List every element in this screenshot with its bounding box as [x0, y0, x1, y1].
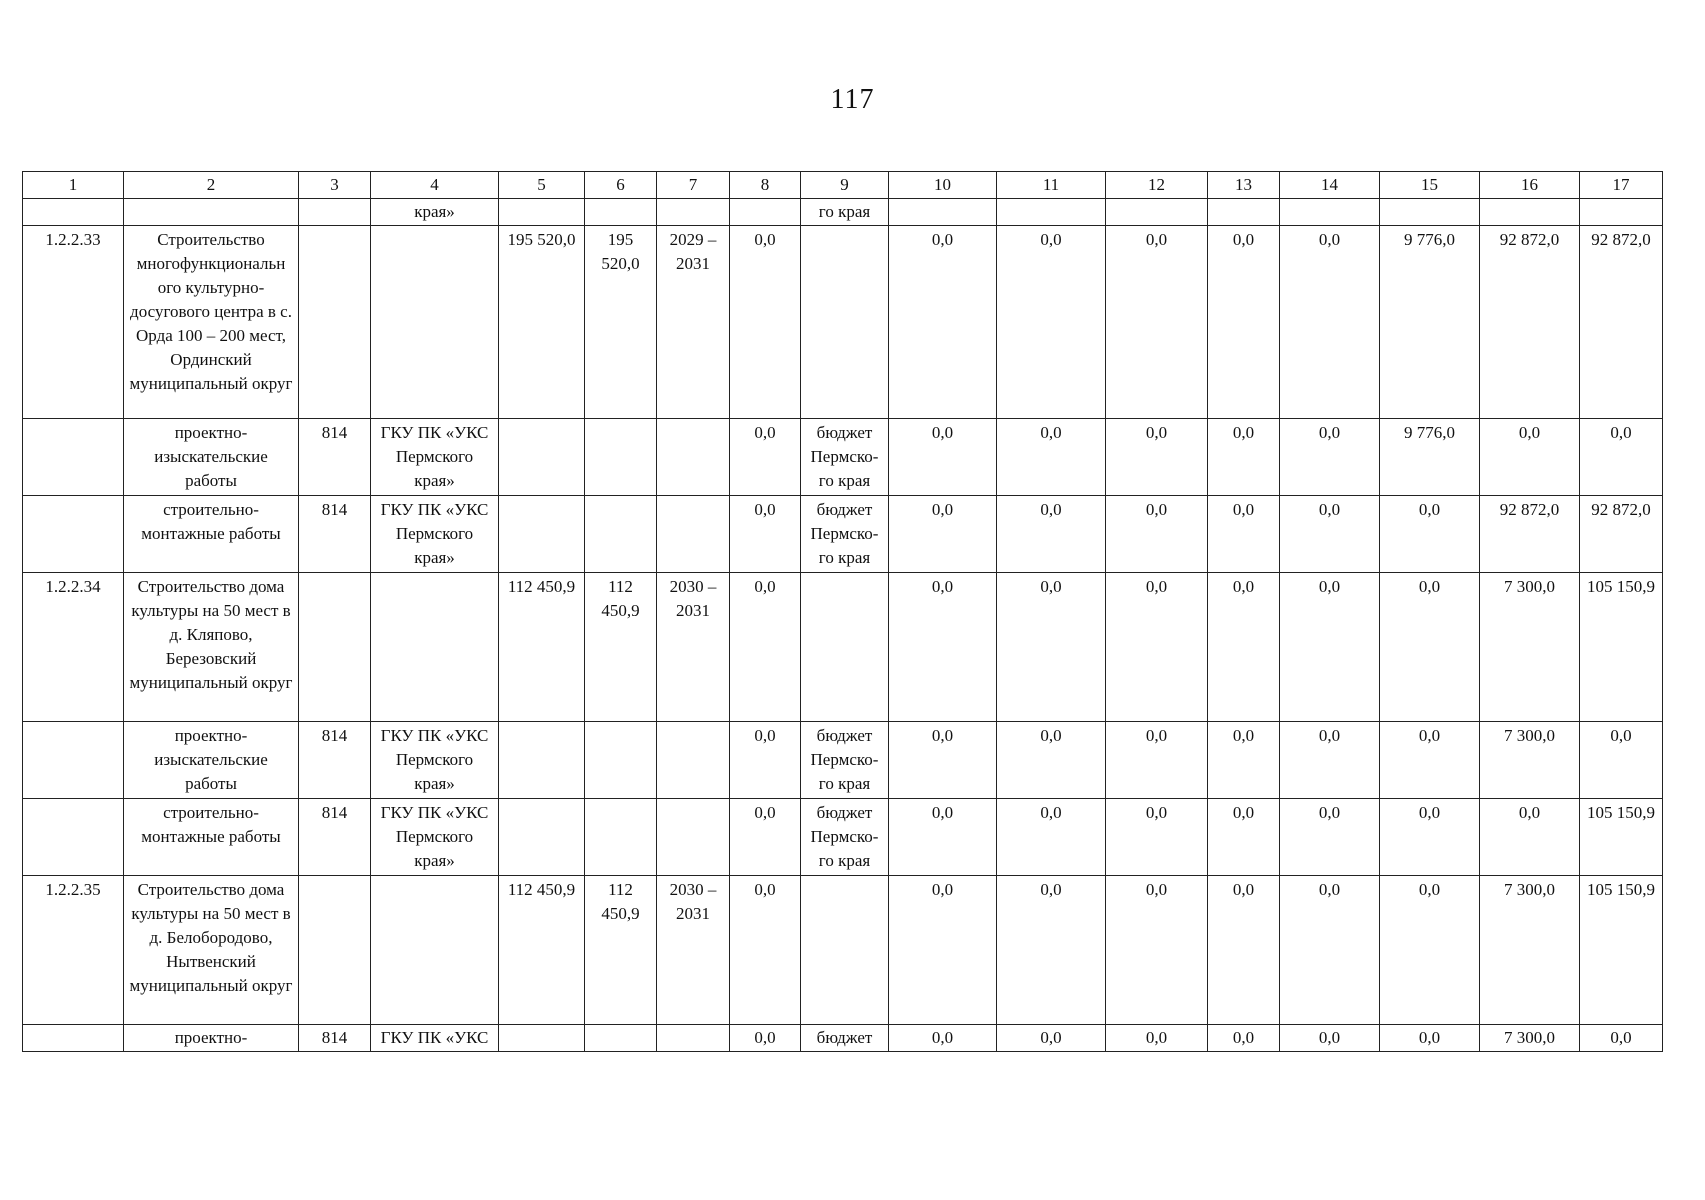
table-row [23, 1025, 1663, 1052]
table-cell-col-1: 1 [23, 172, 124, 199]
table-cell-col-9: го края [801, 199, 889, 226]
table-cell-col-10: 0,0 [889, 419, 997, 496]
table-cell-col-3: 3 [299, 172, 371, 199]
table-cell-col-13: 0,0 [1208, 496, 1280, 573]
table-cell-col-11: 0,0 [997, 573, 1106, 722]
table-cell-col-16 [1480, 199, 1580, 226]
table-cell-col-17: 92 872,0 [1580, 226, 1663, 419]
table-cell-col-17: 92 872,0 [1580, 496, 1663, 573]
table-cell-col-5 [499, 722, 585, 799]
table-cell-col-3 [299, 199, 371, 226]
table-cell-col-14 [1280, 199, 1380, 226]
table-cell-col-1: 1.2.2.35 [23, 876, 124, 1025]
table-cell-col-13: 0,0 [1208, 573, 1280, 722]
table-cell-col-12: 0,0 [1106, 419, 1208, 496]
table-cell-col-8: 0,0 [730, 876, 801, 1025]
table-cell-col-17: 105 150,9 [1580, 573, 1663, 722]
table-cell-col-6 [585, 419, 657, 496]
table-cell-col-14: 0,0 [1280, 722, 1380, 799]
table-cell-col-12: 0,0 [1106, 226, 1208, 419]
table-cell-col-17: 0,0 [1580, 419, 1663, 496]
table-row [23, 876, 1663, 1025]
table-cell-col-7 [657, 1025, 730, 1052]
table-cell-col-3: 814 [299, 722, 371, 799]
table-cell-col-5 [499, 419, 585, 496]
table-cell-col-6 [585, 496, 657, 573]
table-cell-col-8: 0,0 [730, 419, 801, 496]
table-cell-col-1 [23, 419, 124, 496]
table-cell-col-1: 1.2.2.33 [23, 226, 124, 419]
table-cell-col-8: 0,0 [730, 799, 801, 876]
table-cell-col-14: 0,0 [1280, 419, 1380, 496]
table-cell-col-16: 0,0 [1480, 799, 1580, 876]
table-cell-col-15 [1380, 199, 1480, 226]
table-cell-col-17: 17 [1580, 172, 1663, 199]
table-cell-col-4: ГКУ ПК «УКС Пермского края» [371, 419, 499, 496]
table-cell-col-15: 0,0 [1380, 722, 1480, 799]
table-cell-col-15: 0,0 [1380, 799, 1480, 876]
table-cell-col-3: 814 [299, 496, 371, 573]
table-cell-col-3: 814 [299, 419, 371, 496]
table-cell-col-4 [371, 573, 499, 722]
table-cell-col-8 [730, 199, 801, 226]
table-cell-col-2 [124, 199, 299, 226]
table-cell-col-4: ГКУ ПК «УКС Пермского края» [371, 799, 499, 876]
table-cell-col-14: 0,0 [1280, 799, 1380, 876]
table-cell-col-12: 0,0 [1106, 1025, 1208, 1052]
table-cell-col-16: 7 300,0 [1480, 876, 1580, 1025]
table-cell-col-15: 9 776,0 [1380, 419, 1480, 496]
table-cell-col-10: 0,0 [889, 226, 997, 419]
table-cell-col-7: 2029 – 2031 [657, 226, 730, 419]
table-cell-col-15: 0,0 [1380, 876, 1480, 1025]
table-row [23, 226, 1663, 419]
table-cell-col-9: бюджет Пермско-го края [801, 496, 889, 573]
table-cell-col-5 [499, 1025, 585, 1052]
table-cell-col-13: 0,0 [1208, 876, 1280, 1025]
table-cell-col-2: проектно-изыскательские работы [124, 419, 299, 496]
table-cell-col-12: 12 [1106, 172, 1208, 199]
table-cell-col-2: строительно-монтажные работы [124, 496, 299, 573]
table-cell-col-6: 112 450,9 [585, 876, 657, 1025]
table-cell-col-7 [657, 496, 730, 573]
table-cell-col-11: 0,0 [997, 876, 1106, 1025]
table-cell-col-4: 4 [371, 172, 499, 199]
table-cell-col-11: 11 [997, 172, 1106, 199]
table-row [23, 419, 1663, 496]
table-cell-col-10: 0,0 [889, 1025, 997, 1052]
table-cell-col-5 [499, 199, 585, 226]
table-cell-col-17 [1580, 199, 1663, 226]
table-cell-col-4 [371, 876, 499, 1025]
table-cell-col-1 [23, 722, 124, 799]
table-row [23, 722, 1663, 799]
table-cell-col-8: 0,0 [730, 496, 801, 573]
table-cell-col-11 [997, 199, 1106, 226]
table-cell-col-9: бюджет Пермско-го края [801, 799, 889, 876]
table-cell-col-13: 0,0 [1208, 419, 1280, 496]
table-cell-col-15: 0,0 [1380, 496, 1480, 573]
table-cell-col-16: 92 872,0 [1480, 226, 1580, 419]
table-cell-col-7 [657, 419, 730, 496]
table-cell-col-8: 0,0 [730, 226, 801, 419]
table-cell-col-7 [657, 199, 730, 226]
table-cell-col-13 [1208, 199, 1280, 226]
table-cell-col-9: бюджет Пермско-го края [801, 419, 889, 496]
table-cell-col-5: 112 450,9 [499, 876, 585, 1025]
table-cell-col-1 [23, 496, 124, 573]
table-cell-col-8: 0,0 [730, 1025, 801, 1052]
table-cell-col-10: 0,0 [889, 876, 997, 1025]
table-cell-col-14: 0,0 [1280, 226, 1380, 419]
table-cell-col-10: 0,0 [889, 573, 997, 722]
table-cell-col-1: 1.2.2.34 [23, 573, 124, 722]
table-cell-col-2: Строительство дома культуры на 50 мест в д. Белобородово, Нытвенский муниципальный округ [124, 876, 299, 1025]
table-cell-col-1 [23, 799, 124, 876]
table-cell-col-13: 0,0 [1208, 722, 1280, 799]
table-cell-col-7: 2030 – 2031 [657, 876, 730, 1025]
table-cell-col-6: 112 450,9 [585, 573, 657, 722]
table-cell-col-16: 7 300,0 [1480, 1025, 1580, 1052]
table-cell-col-6 [585, 199, 657, 226]
table-header-row [23, 172, 1663, 199]
table-cell-col-16: 92 872,0 [1480, 496, 1580, 573]
table-cell-col-4: ГКУ ПК «УКС Пермского края» [371, 722, 499, 799]
table-cell-col-15: 15 [1380, 172, 1480, 199]
table-cell-col-17: 105 150,9 [1580, 876, 1663, 1025]
table-cell-col-3 [299, 876, 371, 1025]
table-cell-col-4: ГКУ ПК «УКС [371, 1025, 499, 1052]
table-cell-col-3 [299, 573, 371, 722]
table-cell-col-8: 0,0 [730, 722, 801, 799]
table-cell-col-2: проектно- [124, 1025, 299, 1052]
table-cell-col-11: 0,0 [997, 1025, 1106, 1052]
table-cell-col-17: 0,0 [1580, 1025, 1663, 1052]
table-cell-col-9 [801, 573, 889, 722]
table-cell-col-13: 13 [1208, 172, 1280, 199]
table-cell-col-6: 6 [585, 172, 657, 199]
table-cell-col-10 [889, 199, 997, 226]
table-cell-col-14: 0,0 [1280, 876, 1380, 1025]
table-cell-col-9: бюджет Пермско-го края [801, 722, 889, 799]
table-cell-col-5 [499, 799, 585, 876]
table-cell-col-15: 9 776,0 [1380, 226, 1480, 419]
table-cell-col-2: Строительство многофункциональн ого культурно-досугового центра в с. Орда 100 – 200 мест, Ординский муниципальный округ [124, 226, 299, 419]
table-cell-col-11: 0,0 [997, 722, 1106, 799]
table-cell-col-6 [585, 1025, 657, 1052]
table-cell-col-7 [657, 799, 730, 876]
table-cell-col-17: 105 150,9 [1580, 799, 1663, 876]
table-cell-col-8: 0,0 [730, 573, 801, 722]
table-cell-col-17: 0,0 [1580, 722, 1663, 799]
table-cell-col-9: бюджет [801, 1025, 889, 1052]
table-cell-col-11: 0,0 [997, 226, 1106, 419]
table-cell-col-12 [1106, 199, 1208, 226]
table-cell-col-16: 7 300,0 [1480, 573, 1580, 722]
table-cell-col-2: 2 [124, 172, 299, 199]
table-row [23, 496, 1663, 573]
table-cell-col-14: 0,0 [1280, 573, 1380, 722]
table-cell-col-14: 14 [1280, 172, 1380, 199]
table-cell-col-5: 5 [499, 172, 585, 199]
table-cell-col-12: 0,0 [1106, 799, 1208, 876]
table-cell-col-15: 0,0 [1380, 573, 1480, 722]
table-cell-col-7 [657, 722, 730, 799]
table-cell-col-2: Строительство дома культуры на 50 мест в д. Кляпово, Березовский муниципальный округ [124, 573, 299, 722]
table-cell-col-9: 9 [801, 172, 889, 199]
table-cell-col-13: 0,0 [1208, 1025, 1280, 1052]
table-cell-col-9 [801, 876, 889, 1025]
table-cell-col-1 [23, 1025, 124, 1052]
table-cell-col-4: края» [371, 199, 499, 226]
table-cell-col-16: 0,0 [1480, 419, 1580, 496]
table-cell-col-14: 0,0 [1280, 1025, 1380, 1052]
table-body [23, 172, 1663, 1052]
table-cell-col-13: 0,0 [1208, 226, 1280, 419]
table-cell-col-10: 10 [889, 172, 997, 199]
table-row [23, 573, 1663, 722]
table-cell-col-16: 16 [1480, 172, 1580, 199]
table-cell-col-4: ГКУ ПК «УКС Пермского края» [371, 496, 499, 573]
page-number: 117 [830, 84, 875, 115]
table-cell-col-10: 0,0 [889, 496, 997, 573]
table-continuation-row [23, 199, 1663, 226]
budget-table [22, 171, 1663, 1052]
table-row [23, 799, 1663, 876]
table-cell-col-16: 7 300,0 [1480, 722, 1580, 799]
table-cell-col-12: 0,0 [1106, 496, 1208, 573]
table-cell-col-2: проектно-изыскательские работы [124, 722, 299, 799]
table-cell-col-6 [585, 799, 657, 876]
table-cell-col-1 [23, 199, 124, 226]
table-cell-col-5: 112 450,9 [499, 573, 585, 722]
table-cell-col-7: 2030 – 2031 [657, 573, 730, 722]
table-cell-col-6: 195 520,0 [585, 226, 657, 419]
table-cell-col-10: 0,0 [889, 722, 997, 799]
table-cell-col-13: 0,0 [1208, 799, 1280, 876]
table-cell-col-4 [371, 226, 499, 419]
table-cell-col-11: 0,0 [997, 419, 1106, 496]
table-cell-col-5 [499, 496, 585, 573]
table-cell-col-7: 7 [657, 172, 730, 199]
table-cell-col-9 [801, 226, 889, 419]
table-cell-col-14: 0,0 [1280, 496, 1380, 573]
table-cell-col-2: строительно-монтажные работы [124, 799, 299, 876]
table-cell-col-15: 0,0 [1380, 1025, 1480, 1052]
table-cell-col-12: 0,0 [1106, 876, 1208, 1025]
table-cell-col-8: 8 [730, 172, 801, 199]
table-cell-col-6 [585, 722, 657, 799]
table-cell-col-11: 0,0 [997, 799, 1106, 876]
table-cell-col-3: 814 [299, 799, 371, 876]
table-cell-col-3: 814 [299, 1025, 371, 1052]
table-cell-col-11: 0,0 [997, 496, 1106, 573]
table-cell-col-12: 0,0 [1106, 573, 1208, 722]
table-cell-col-10: 0,0 [889, 799, 997, 876]
table-cell-col-5: 195 520,0 [499, 226, 585, 419]
table-cell-col-3 [299, 226, 371, 419]
table-cell-col-12: 0,0 [1106, 722, 1208, 799]
